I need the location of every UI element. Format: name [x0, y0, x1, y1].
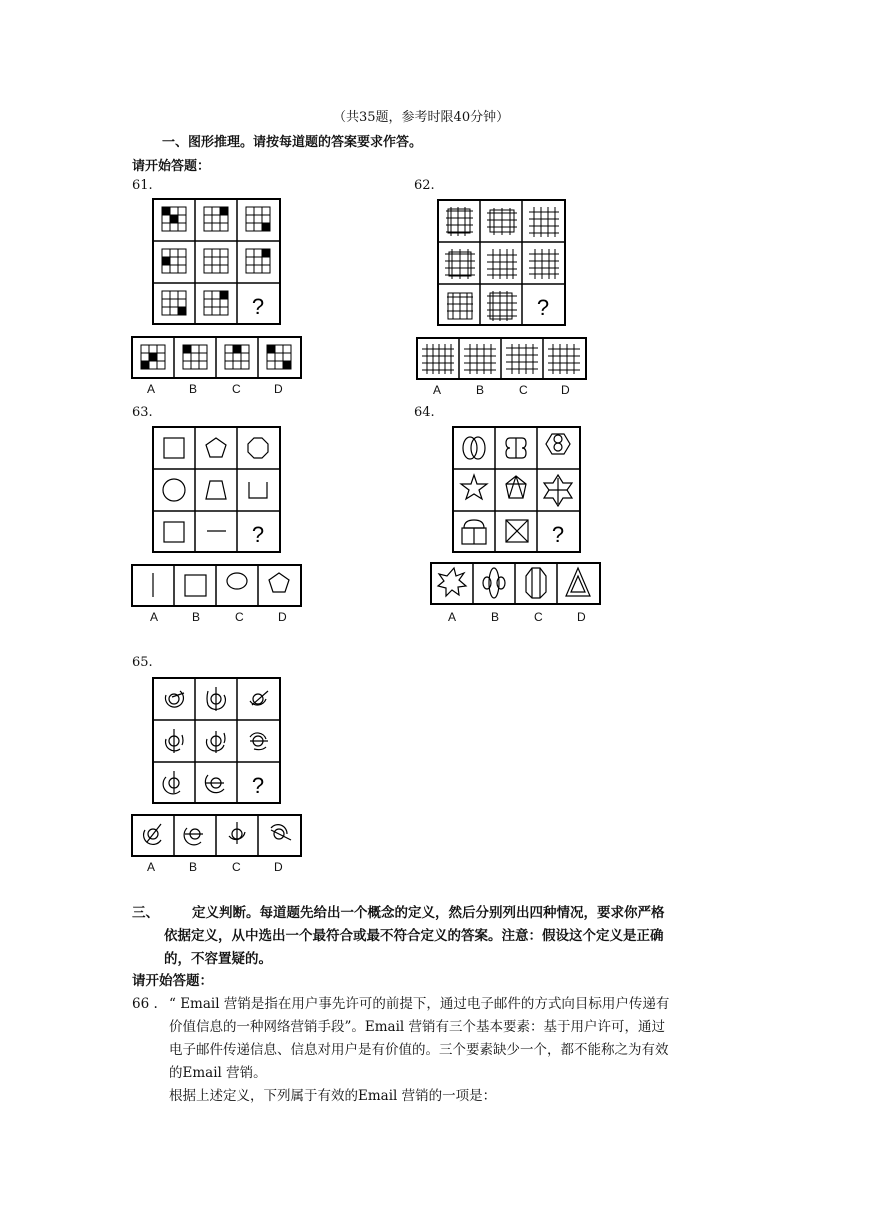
question-66-line1: “ Email 营销是指在用户事先许可的前提下，通过电子邮件的方式向目标用户传递有	[169, 996, 670, 1012]
question-62-matrix-figure	[437, 199, 567, 327]
option-label-a: A	[150, 610, 159, 624]
question-66-line3: 电子邮件传递信息、信息对用户是有价值的。三个要素缺少一个，都不能称之为有效	[169, 1042, 669, 1058]
option-label-c: C	[519, 383, 528, 397]
question-65-matrix-figure	[152, 677, 282, 805]
start-prompt: 请开始答题：	[132, 159, 211, 174]
option-label-c: C	[232, 860, 241, 874]
option-label-d: D	[274, 382, 283, 396]
question-62-number: 62.	[414, 178, 435, 193]
question-63-options-figure	[131, 564, 303, 608]
question-66-number: 66 .	[132, 996, 158, 1012]
option-label-d: D	[274, 860, 283, 874]
question-mark: ?	[536, 295, 550, 320]
option-label-b: B	[189, 860, 198, 874]
section-3-start-prompt: 请开始答题：	[132, 973, 213, 989]
question-64-matrix-figure	[452, 426, 582, 554]
option-label-c: C	[534, 610, 543, 624]
question-mark: ?	[251, 294, 265, 319]
option-label-a: A	[147, 860, 156, 874]
question-mark: ?	[251, 522, 265, 547]
option-label-d: D	[577, 610, 586, 624]
option-label-b: B	[491, 610, 500, 624]
question-61-number: 61.	[132, 178, 153, 193]
option-label-a: A	[433, 383, 442, 397]
section-1-title: 一、图形推理。请按每道题的答案要求作答。	[162, 135, 423, 150]
option-label-b: B	[189, 382, 198, 396]
question-63-matrix-figure	[152, 426, 282, 554]
question-66-line4: 的Email 营销。	[169, 1065, 267, 1081]
question-mark: ?	[251, 773, 265, 798]
option-label-c: C	[235, 610, 244, 624]
test-subtitle: （共35题，参考时限40分钟）	[333, 110, 510, 125]
question-mark: ?	[551, 522, 565, 547]
question-62-options-figure	[416, 337, 588, 381]
question-66-line5: 根据上述定义，下列属于有效的Email 营销的一项是：	[169, 1088, 497, 1104]
option-label-d: D	[278, 610, 287, 624]
question-65-options-figure	[131, 814, 303, 858]
question-66-line2: 价值信息的一种网络营销手段”。Email 营销有三个基本要素：基于用户许可，通过	[169, 1019, 666, 1035]
section-3-title-line3: 的，不容置疑的。	[164, 951, 272, 967]
section-3-title-line1: 定义判断。每道题先给出一个概念的定义，然后分别列出四种情况，要求你严格	[192, 905, 665, 921]
question-64-options-figure	[430, 562, 602, 606]
option-label-c: C	[232, 382, 241, 396]
question-64-number: 64.	[414, 405, 435, 420]
option-label-a: A	[448, 610, 457, 624]
option-label-a: A	[147, 382, 156, 396]
option-label-b: B	[476, 383, 485, 397]
question-61-matrix-figure	[152, 198, 282, 326]
section-3-title-line2: 依据定义，从中选出一个最符合或最不符合定义的答案。注意：假设这个定义是正确	[164, 928, 664, 944]
question-61-options-figure	[131, 336, 303, 380]
question-63-number: 63.	[132, 405, 153, 420]
question-65-number: 65.	[132, 655, 153, 670]
option-label-d: D	[561, 383, 570, 397]
section-3-marker: 三、	[132, 905, 159, 921]
option-label-b: B	[192, 610, 201, 624]
